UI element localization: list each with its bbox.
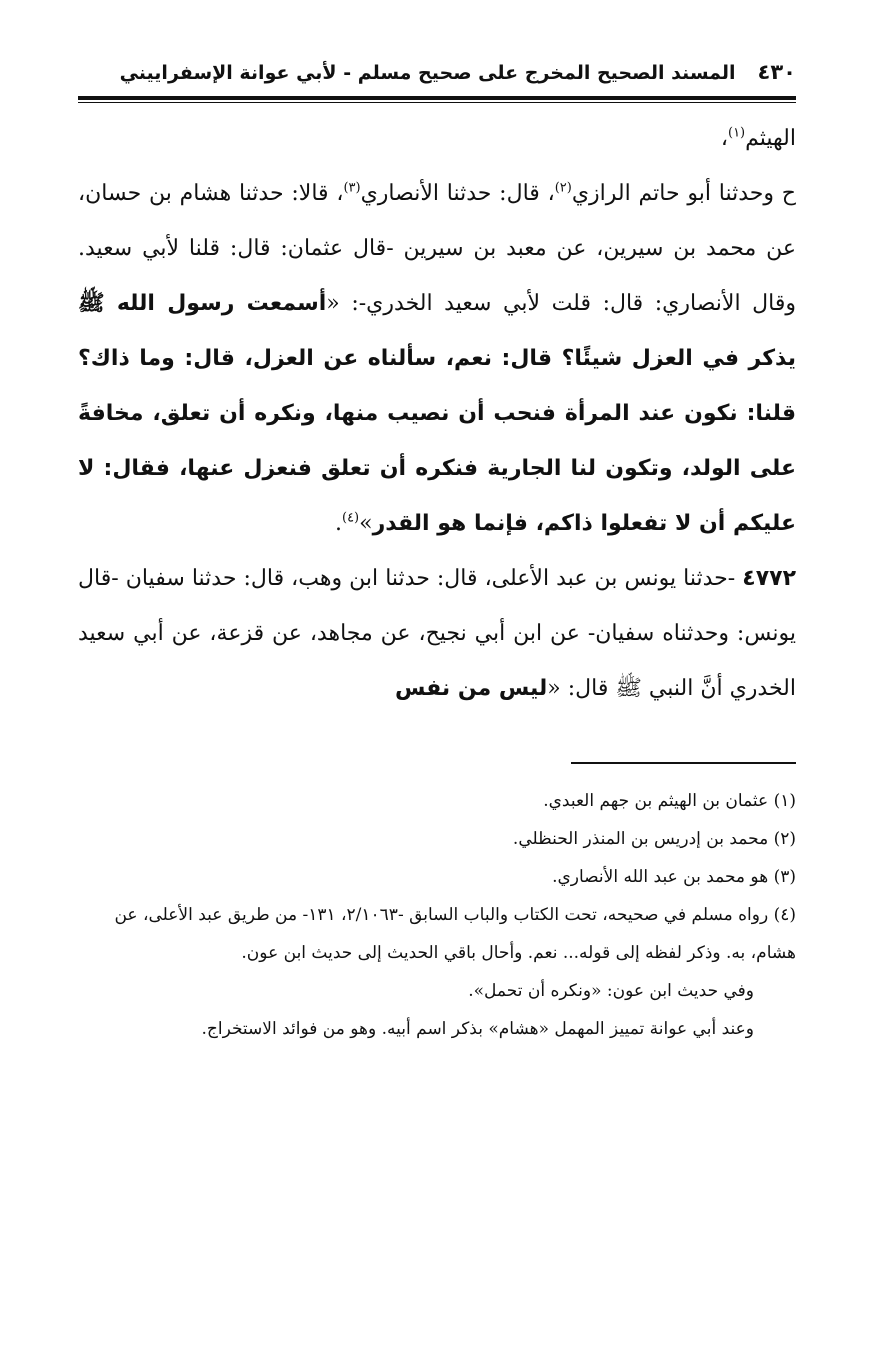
page-header — [78, 60, 796, 94]
running-title: المسند الصحيح المخرج على صحيح مسلم - لأبي عوانة الإسفراييني — [119, 62, 736, 84]
footnote-ref: (٣) — [343, 180, 361, 196]
paragraph-isnad: ح وحدثنا أبو حاتم الرازي$^{(٢)}$، قال: حدثنا الأنصاري$^{(٣)}$، قالا: حدثنا هشام بن حسان، عن محمد بن سيرين، عن معبد بن سيرين -قال عثمان: قال: قلنا لأبي سعيد. وقال الأنصاري: قال: قلت لأبي سعيد الخدري-: «أسمعت رسول الله ﷺ يذكر في العزل شيئًا؟ قال: نعم، سألناه عن العزل، قال: وما ذاك؟ قلنا: نكون عند المرأة فنحب أن نصيب منها، ونكره أن تعلق، مخافةً على الولد، وتكون لنا الجارية فنكره أن تعلق فنعزل عنها، فقال: لا عليكم أن لا تفعلوا ذاكم، فإنما هو القدر»$^{(٤)}$. — [78, 180, 797, 536]
footnote-1: (١) عثمان بن الهيثم بن جهم العبدي. — [543, 791, 796, 811]
main-text — [78, 111, 796, 716]
paragraph-hadith-4772: ٤٧٧٢ -حدثنا يونس بن عبد الأعلى، قال: حدثنا ابن وهب، قال: حدثنا سفيان -قال يونس: وحدثناه سفيان- عن ابن أبي نجيح، عن مجاهد، عن قزعة، عن أبي سعيد الخدري أنَّ النبي ﷺ قال: «ليس من نفس — [78, 566, 796, 701]
footnote-ref: (٤) — [341, 510, 360, 526]
footnote-separator — [571, 762, 796, 764]
footnote-ref: (٢) — [554, 180, 572, 196]
footnote-3: (٣) هو محمد بن عبد الله الأنصاري. — [552, 867, 796, 887]
hadith-number: ٤٧٧٢ — [742, 566, 796, 591]
footnotes — [78, 782, 796, 1048]
header-rule — [78, 96, 796, 100]
book-page — [78, 60, 796, 1048]
footnote-4: (٤) رواه مسلم في صحيحه، تحت الكتاب والباب السابق -٢/١٠٦٣، ١٣١- من طريق عبد الأعلى، عن هشام، به. وذكر لفظه إلى قوله... نعم. وأحال باقي الحديث إلى حديث ابن عون. — [114, 905, 796, 963]
footnote-2: (٢) محمد بن إدريس بن المنذر الحنظلي. — [512, 829, 796, 849]
hadith-matn: أسمعت رسول الله ﷺ يذكر في العزل شيئًا؟ قال: نعم، سألناه عن العزل، قال: وما ذاك؟ قلنا: نكون عند المرأة فنحب أن نصيب منها، ونكره أن تعلق، مخافةً على الولد، وتكون لنا الجارية فنكره أن تعلق فنعزل عنها، فقال: لا عليكم أن لا تفعلوا ذاكم، فإنما هو القدر — [78, 291, 796, 536]
hadith-matn: ليس من نفس — [394, 676, 548, 701]
footnote-4-note: وعند أبي عوانة تمييز المهمل «هشام» بذكر اسم أبيه. وهو من فوائد الاستخراج. — [201, 1019, 754, 1039]
footnote-4-continued: وفي حديث ابن عون: «ونكره أن تحمل». — [468, 981, 754, 1001]
footnote-ref: (١) — [727, 125, 746, 141]
page-number: ٤٣٠ — [757, 60, 796, 84]
header-rule-thin — [78, 102, 796, 103]
paragraph-continuation: الهيثم$^{(١)}$، — [720, 125, 796, 151]
